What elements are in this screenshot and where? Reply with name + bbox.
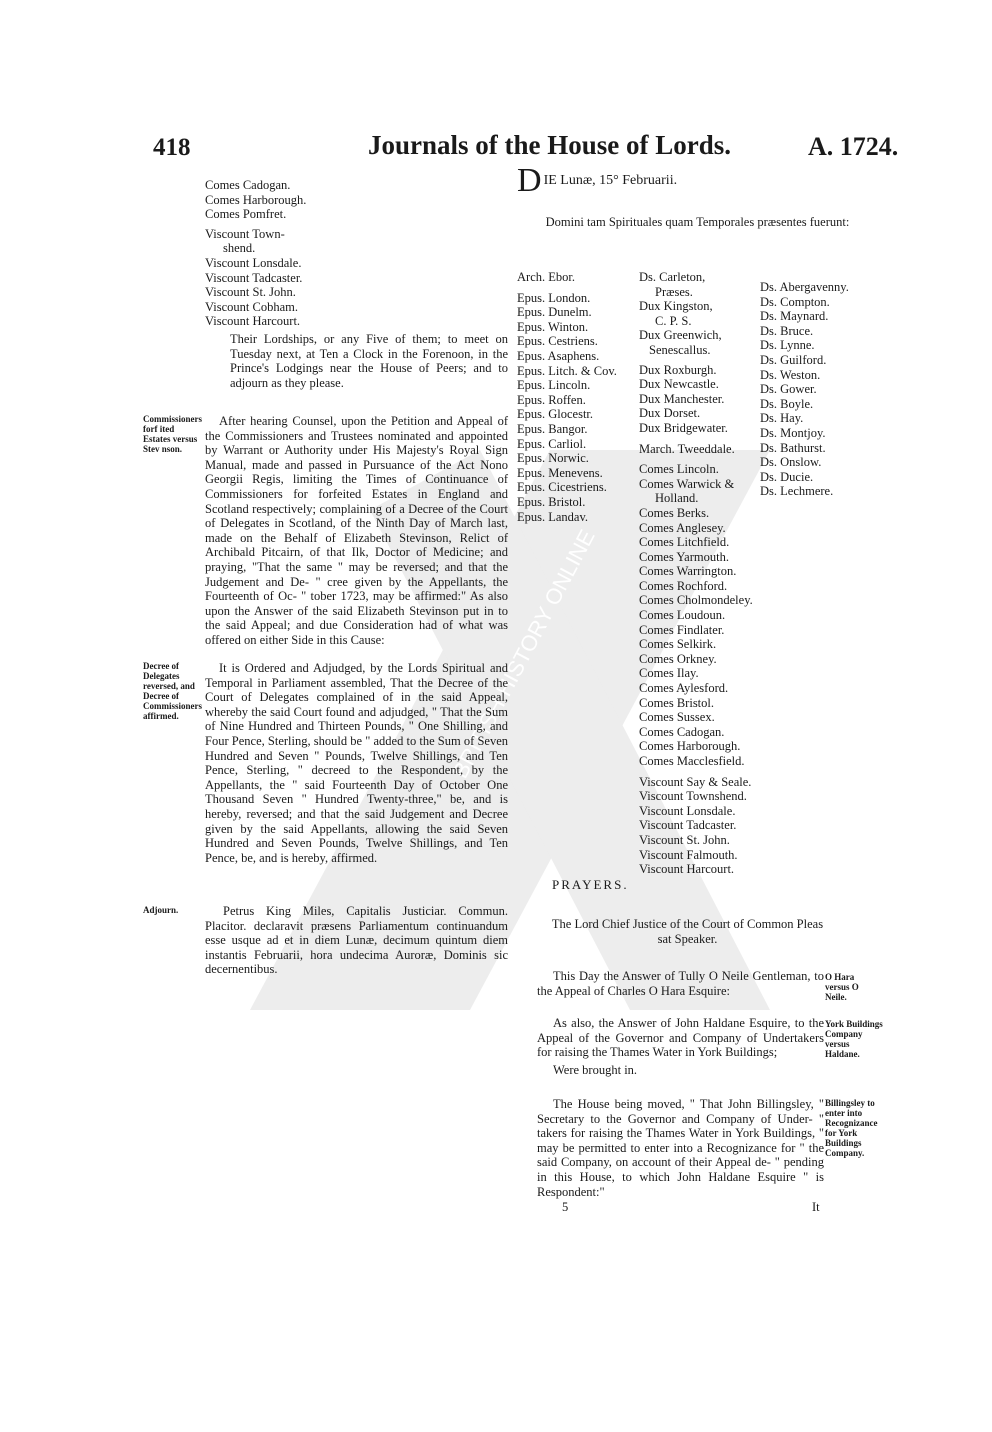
- list-item: Epus. Winton.: [517, 319, 589, 334]
- list-item: Ds. Gower.: [760, 382, 817, 397]
- list-item: Ds. Hay.: [760, 411, 804, 426]
- spiritual-lords-list: [517, 270, 617, 524]
- speaker-note: The Lord Chief Justice of the Court of Common Pleas sat Speaker.: [551, 917, 824, 946]
- temporal-lords-list: [639, 270, 753, 877]
- list-item: Viscount Harcourt.: [639, 862, 735, 877]
- watermark-text: BRITISH HISTORY ONLINE: [447, 525, 600, 783]
- list-item: Viscount Cobham.: [205, 299, 298, 314]
- adjourn-paragraph: Petrus King Miles, Capitalis Justiciar. Commun. Placitor. declaravit præsens Parliamentum continuandum esse usque ad et in diem Lunæ, decimum quintum diem instantis Februarii, hora undecima Auroræ, Dominis sic decernentibus.: [205, 904, 508, 977]
- list-item: Ds. Compton.: [760, 294, 830, 309]
- list-item: Dux Roxburgh.: [639, 362, 717, 377]
- list-item: Viscount Town-: [205, 226, 285, 241]
- hearing-paragraph: After hearing Counsel, upon the Petition and Appeal of the Commissioners and Trustees nominated and appointed by Warrant or Authority under His Majesty's Royal Sign Manual, made and passed in Pursuance of the Act Nono Georgii Regis, limiting the Times of Continuance of Commissioners for forfeited Estates in England and Scotland respectively; complaining of a Decree of the Court of Delegates in Scotland, of the Ninth Day of March last, made on the Behalf of Elizabeth Stevinson, Relict of Archibald Pitcairn, of that Ilk, Doctor of Medicine; and praying, "That the same " may be reversed; and that the Judgement and De- " cree given by the Appellants, the Fourteenth of Oc- " tober 1723, may be affirmed:" As also upon the Answer of the said Elizabeth Stevinson put in to the said Appeal; and due Consideration had of what was offered on either Side in this Cause:: [205, 414, 508, 647]
- list-item: Præses.: [655, 284, 693, 299]
- margin-note: Billingsley to enter into Recognizance for York Buildings Company.: [825, 1098, 878, 1158]
- list-item: Comes Cholmondeley.: [639, 593, 753, 608]
- page-title: Journals of the House of Lords.: [368, 130, 732, 160]
- page-year: A. 1724.: [808, 132, 899, 161]
- list-item: Ds. Boyle.: [760, 396, 814, 411]
- list-item: Dux Greenwich,: [639, 328, 722, 343]
- die-heading: DIE Lunæ, 15° Februarii.: [517, 162, 678, 199]
- list-item: Ds. Lechmere.: [760, 484, 834, 499]
- domini-heading: Domini tam Spirituales quam Temporales præsentes fuerunt:: [545, 215, 850, 229]
- list-item: Comes Lincoln.: [639, 462, 719, 477]
- list-item: Ds. Onslow.: [760, 455, 822, 470]
- list-item: Ds. Maynard.: [760, 309, 829, 324]
- list-item: Viscount Tadcaster.: [639, 818, 737, 833]
- list-item: Comes Findlater.: [639, 622, 725, 637]
- list-item: Comes Harborough.: [205, 192, 307, 207]
- list-item: Epus. Dunelm.: [517, 305, 592, 320]
- list-item: Epus. Glocestr.: [517, 407, 594, 422]
- catchword: It: [812, 1200, 820, 1214]
- list-item: Viscount Harcourt.: [205, 314, 301, 329]
- margin-note: Adjourn.: [143, 905, 179, 915]
- list-item: Epus. Menevens.: [517, 465, 603, 480]
- list-item: Ds. Bruce.: [760, 323, 814, 338]
- list-item: Dux Newcastle.: [639, 377, 719, 392]
- margin-note: Decree of Delegates reversed, and Decree of Commissioners affirmed.: [143, 661, 202, 721]
- list-item: Viscount Tadcaster.: [205, 270, 303, 285]
- answer-paragraph: As also, the Answer of John Haldane Esquire, to the Appeal of the Governor and Company of Undertakers for raising the Thames Water in York Buildings;: [537, 1016, 824, 1060]
- brought-in: Were brought in.: [553, 1063, 638, 1077]
- list-item: Epus. Litch. & Cov.: [517, 363, 617, 378]
- list-item: Dux Bridgewater.: [639, 420, 728, 435]
- page-number: 418: [153, 134, 191, 161]
- committee-paragraph: Their Lordships, or any Five of them; to meet on Tuesday next, at Ten a Clock in the Forenoon, in the Prince's Lodgings near the House of Peers; and to adjourn as they please.: [230, 332, 508, 390]
- margin-note: Commissioners forf ited Estates versus Stev nson.: [143, 414, 202, 454]
- list-item: Dux Kingston,: [639, 299, 713, 314]
- list-item: Ds. Ducie.: [760, 469, 814, 484]
- list-item: Viscount Say & Seale.: [639, 774, 752, 789]
- list-item: Comes Macclesfield.: [639, 754, 745, 768]
- list-item: Comes Sussex.: [639, 710, 715, 725]
- list-item: Comes Loudoun.: [639, 608, 726, 623]
- list-item: Dux Dorset.: [639, 406, 701, 421]
- list-item: Epus. Lincoln.: [517, 378, 591, 393]
- list-item: Viscount Lonsdale.: [639, 803, 736, 818]
- list-item: Comes Ilay.: [639, 666, 699, 681]
- list-item: Epus. Landav.: [517, 509, 589, 524]
- list-item: Ds. Bathurst.: [760, 440, 826, 455]
- list-item: Comes Orkney.: [639, 651, 717, 666]
- list-item: Senescallus.: [649, 342, 711, 357]
- list-item: Epus. London.: [517, 290, 591, 305]
- list-item: Epus. Cicestriens.: [517, 480, 607, 495]
- list-item: Epus. Roffen.: [517, 392, 586, 407]
- list-item: Comes Cadogan.: [205, 178, 291, 192]
- list-item: Comes Warwick &: [639, 476, 735, 491]
- list-item: Comes Aylesford.: [639, 681, 729, 696]
- list-item: shend.: [223, 241, 256, 256]
- drop-cap: D: [517, 162, 542, 199]
- moved-paragraph: The House being moved, " That John Billingsley, " Secretary to the Governor and Company of Under- " takers for raising the Thames Water in York Buildings, " may be permitted to enter into a Recognizance for " the said Company, on account of their Appeal de- " pending in this House, to which John Haldane Esquire " is Respondent:": [537, 1097, 824, 1199]
- list-item: Viscount Lonsdale.: [205, 255, 302, 270]
- margin-note: York Buildings Company versus Haldane.: [825, 1019, 883, 1059]
- list-item: Comes Warrington.: [639, 564, 737, 579]
- list-item: Comes Rochford.: [639, 578, 728, 593]
- list-item: Epus. Bangor.: [517, 421, 588, 436]
- answer-paragraph: This Day the Answer of Tully O Neile Gentleman, to the Appeal of Charles O Hara Esquire:: [537, 969, 824, 998]
- list-item: Ds. Lynne.: [760, 338, 815, 353]
- list-item: Viscount St. John.: [205, 285, 296, 300]
- list-item: Comes Harborough.: [639, 739, 741, 754]
- list-item: Dux Manchester.: [639, 391, 725, 406]
- barons-list: [760, 280, 849, 499]
- list-item: Arch. Ebor.: [517, 270, 575, 284]
- list-item: Comes Cadogan.: [639, 724, 725, 739]
- list-item: Epus. Norwic.: [517, 451, 589, 466]
- list-item: Comes Litchfield.: [639, 535, 730, 550]
- list-item: C. P. S.: [655, 313, 692, 328]
- list-item: Viscount St. John.: [639, 832, 730, 847]
- list-item: Ds. Montjoy.: [760, 425, 826, 440]
- list-item: Comes Bristol.: [639, 695, 715, 710]
- list-item: Comes Pomfret.: [205, 207, 287, 222]
- list-item: March. Tweeddale.: [639, 441, 735, 456]
- list-item: Comes Anglesey.: [639, 520, 726, 535]
- list-item: Viscount Falmouth.: [639, 847, 738, 862]
- list-item: Holland.: [655, 491, 699, 506]
- list-item: Ds. Carleton,: [639, 270, 706, 284]
- list-item: Epus. Asaphens.: [517, 348, 600, 363]
- list-item: Epus. Cestriens.: [517, 334, 598, 349]
- list-item: Ds. Abergavenny.: [760, 280, 849, 294]
- list-item: Viscount Townshend.: [639, 789, 747, 804]
- list-item: Ds. Guilford.: [760, 352, 827, 367]
- ordered-paragraph: It is Ordered and Adjudged, by the Lords Spiritual and Temporal in Parliament assembled, That the Decree of the Court of Delegates complained of in the said Appeal, whereby the said Court found and adjudged, " That the Sum of Nine Hundred and Thirteen Pounds, " One Shilling, and Four Pence, Sterling, should be " added to the Sum of Seven Hundred and Seven " Pounds, Twelve Shillings, and Ten Pence, Sterling, " decreed to the Respondent, by the Appellants, the " said Fourteenth Day of October One Thousand Seven " Hundred Twenty-three," be, and is hereby, reversed; and that the said Judgement and Decree given by the said Appellants, allowing the said Seven Hundred and Seven Pounds, Twelve Shillings, and Ten Pence, be, and is hereby, affirmed.: [205, 661, 508, 865]
- signature-mark: 5: [562, 1200, 569, 1214]
- list-item: Comes Selkirk.: [639, 637, 717, 652]
- list-item: Epus. Bristol.: [517, 494, 586, 509]
- left-member-list: [205, 178, 306, 329]
- prayers-heading: PRAYERS.: [552, 877, 629, 892]
- list-item: Comes Yarmouth.: [639, 549, 729, 564]
- list-item: Ds. Weston.: [760, 367, 821, 382]
- list-item: Epus. Carliol.: [517, 436, 587, 451]
- list-item: Comes Berks.: [639, 505, 710, 520]
- margin-note: O Hara versus O Neile.: [825, 972, 859, 1002]
